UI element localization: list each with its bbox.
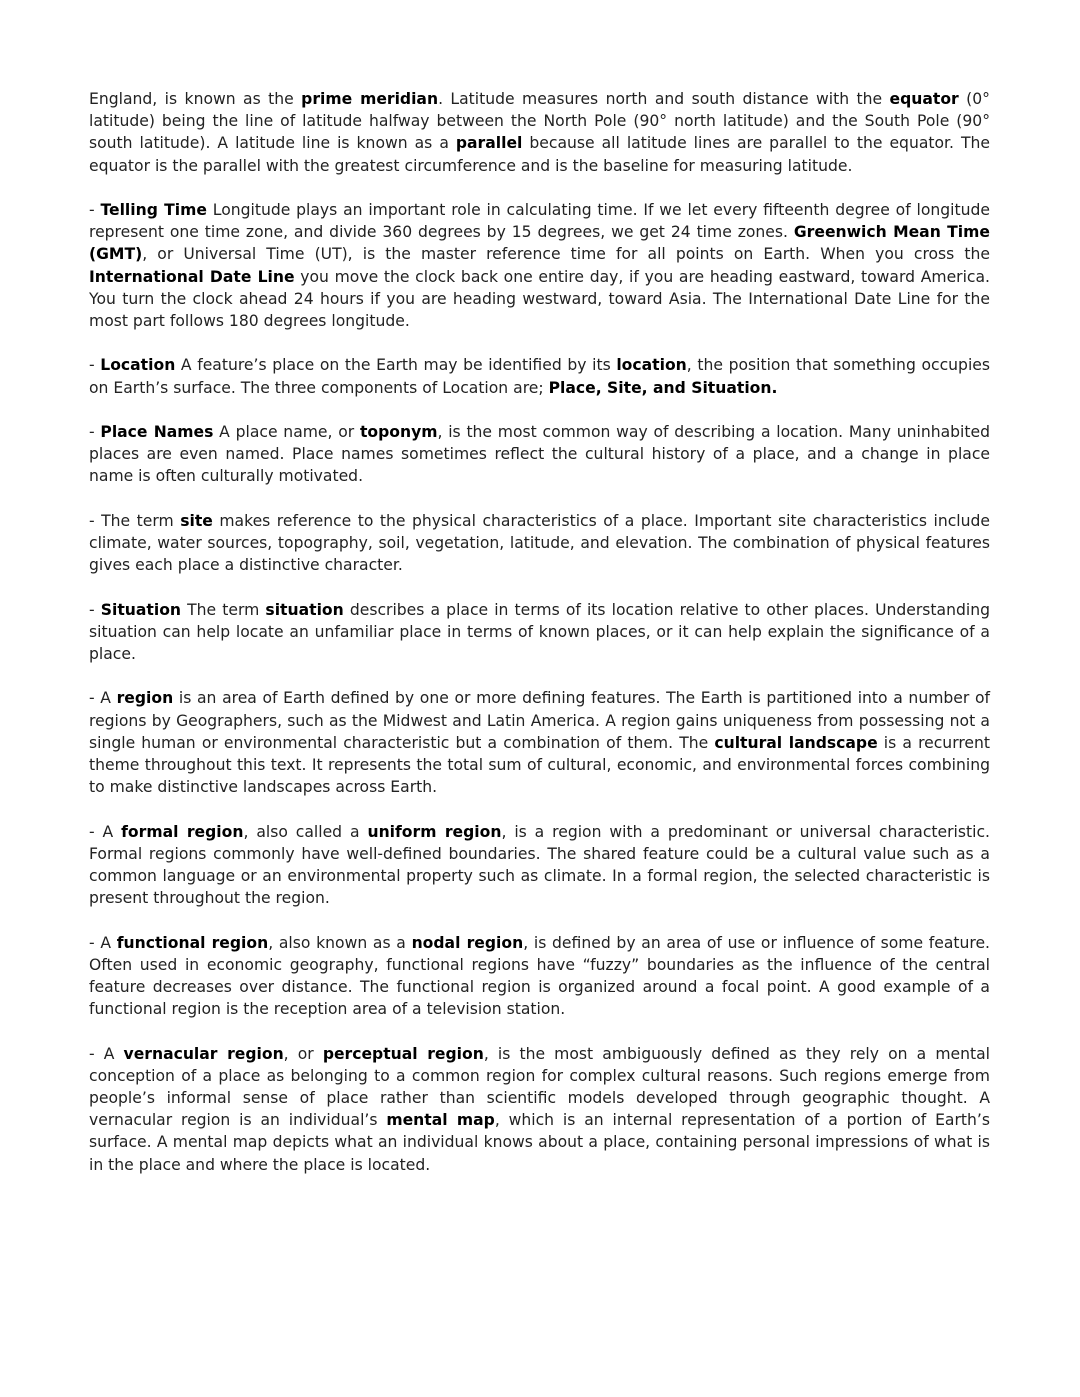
text-run: - bbox=[89, 356, 101, 375]
text-run: - A bbox=[89, 933, 117, 952]
paragraph bbox=[89, 510, 990, 577]
text-run: , is the most ambiguously defined as they rely on a mental conception of a place as belonging to a common region for complex cultural reasons. Such regions emerge from people’s informal sense of place rather than scientific models developed through geographic thought. A vernacular region is an individual’s bbox=[89, 1044, 990, 1130]
text-run: England, is known as the bbox=[89, 90, 302, 108]
bold-term: Situation bbox=[100, 600, 182, 619]
paragraph bbox=[89, 199, 990, 332]
bold-term: toponym bbox=[359, 423, 438, 441]
bold-term: Location bbox=[100, 356, 176, 375]
bold-term: location bbox=[616, 356, 687, 375]
paragraph bbox=[89, 88, 990, 177]
text-run: makes reference to the physical characteristics of a place. Important site characteristics include climate, water sources, topography, soil, vegetation, latitude, and elevation. The combination of physical features gives each place a distinctive character. bbox=[89, 511, 990, 575]
text-run: - A bbox=[89, 689, 117, 708]
text-run: , is defined by an area of use or influence of some feature. Often used in economic geography, functional regions have “fuzzy” boundaries as the influence of the central feature decreases over distance. The functional region is organized around a focal point. A good example of a functional region is the reception area of a television station. bbox=[89, 933, 991, 1019]
bold-term: nodal region bbox=[411, 933, 524, 952]
text-run: , which is an internal representation of a portion of Earth’s surface. A mental map depicts what an individual knows about a place, containing personal impressions of what is in the place and where the place is located. bbox=[89, 1111, 990, 1174]
paragraph bbox=[89, 599, 990, 666]
text-run: - The term bbox=[89, 511, 181, 530]
paragraph bbox=[89, 421, 990, 488]
text-run: , or Universal Time (UT), is the master reference time for all points on Earth. When you cross the bbox=[142, 245, 990, 264]
bold-term: International Date Line bbox=[89, 267, 295, 286]
bold-term: cultural landscape bbox=[714, 733, 878, 752]
text-run: (0° latitude) being the line of latitude halfway between the North Pole (90° north latitude) and the South Pole (90° south latitude). A latitude line is known as a bbox=[89, 90, 990, 153]
bold-term: parallel bbox=[455, 134, 523, 153]
bold-term: perceptual region bbox=[322, 1044, 484, 1063]
text-run: , is the most common way of describing a location. Many uninhabited places are even named. Place names sometimes reflect the cultural history of a place, and a change in place name is often culturally motivated. bbox=[89, 423, 990, 486]
bold-term: Place, Site, and Situation. bbox=[548, 378, 778, 397]
bold-term: functional region bbox=[116, 933, 269, 952]
text-run: , also known as a bbox=[268, 933, 412, 952]
bold-term: site bbox=[180, 511, 213, 530]
text-run: - bbox=[89, 201, 101, 219]
bold-term: vernacular region bbox=[123, 1044, 284, 1063]
document-page bbox=[89, 88, 990, 1176]
text-run: , is a region with a predominant or universal characteristic. Formal regions commonly have well-defined boundaries. The shared feature could be a cultural value such as a common language or an environmental property such as climate. In a formal region, the selected characteristic is present throughout the region. bbox=[89, 822, 990, 908]
paragraph bbox=[89, 932, 990, 1021]
text-run: , or bbox=[283, 1044, 323, 1063]
bold-term: Telling Time bbox=[100, 201, 207, 219]
bold-term: formal region bbox=[121, 822, 244, 841]
paragraph bbox=[89, 1043, 990, 1176]
text-run: The term bbox=[181, 600, 266, 619]
paragraph bbox=[89, 821, 990, 910]
paragraph bbox=[89, 687, 990, 798]
text-run: , also called a bbox=[243, 822, 368, 841]
text-run: describes a place in terms of its location relative to other places. Understanding situation can help locate an unfamiliar place in terms of known places, or it can help explain the significance of a place. bbox=[89, 600, 990, 663]
text-run: - bbox=[89, 423, 101, 441]
bold-term: mental map bbox=[386, 1111, 495, 1130]
bold-term: situation bbox=[265, 600, 344, 619]
text-run: A place name, or bbox=[213, 423, 360, 441]
text-run: is a recurrent theme throughout this text. It represents the total sum of cultural, economic, and environmental forces combining to make distinctive landscapes across Earth. bbox=[89, 733, 990, 797]
text-run: you move the clock back one entire day, if you are heading eastward, toward America. You turn the clock ahead 24 hours if you are heading westward, toward Asia. The International Date Line for the most part follows 180 degrees longitude. bbox=[89, 267, 990, 331]
text-run: is an area of Earth defined by one or more defining features. The Earth is partitioned into a number of regions by Geographers, such as the Midwest and Latin America. A region gains uniqueness from possessing not a single human or environmental characteristic but a combination of them. The bbox=[89, 689, 990, 752]
paragraph bbox=[89, 354, 990, 398]
text-run: A feature’s place on the Earth may be identified by its bbox=[175, 356, 617, 375]
text-run: , the position that something occupies on Earth’s surface. The three components of Location are; bbox=[89, 356, 990, 397]
bold-term: Place Names bbox=[100, 423, 214, 441]
bold-term: region bbox=[116, 689, 174, 708]
text-run: Longitude plays an important role in calculating time. If we let every fifteenth degree of longitude represent one time zone, and divide 360 degrees by 15 degrees, we get 24 time zones. bbox=[89, 201, 990, 242]
text-run: because all latitude lines are parallel to the equator. The equator is the parallel with the greatest circumference and is the baseline for measuring latitude. bbox=[89, 134, 990, 175]
bold-term: uniform region bbox=[367, 822, 502, 841]
bold-term: equator bbox=[889, 90, 959, 108]
text-run: . Latitude measures north and south distance with the bbox=[438, 90, 890, 108]
text-run: - A bbox=[89, 1044, 124, 1063]
bold-term: prime meridian bbox=[301, 90, 439, 108]
text-run: - bbox=[89, 600, 101, 619]
text-run: - A bbox=[89, 822, 122, 841]
bold-term: Greenwich Mean Time (GMT) bbox=[89, 223, 990, 264]
